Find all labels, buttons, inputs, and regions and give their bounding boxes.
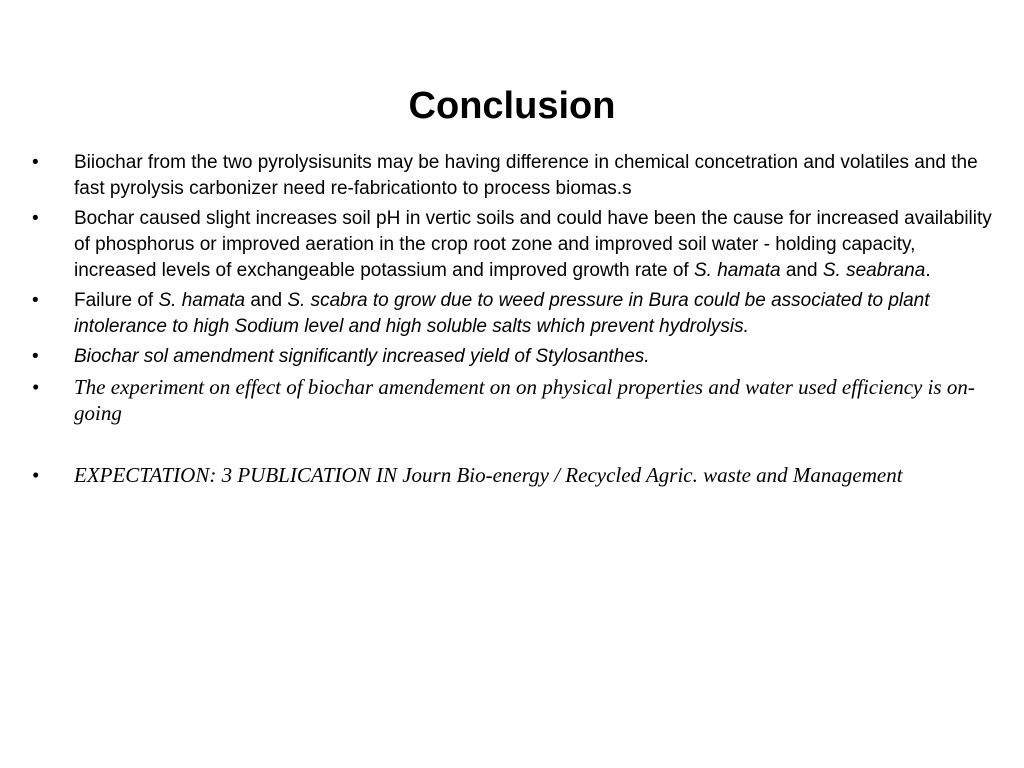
list-item [32, 462, 1002, 488]
bullet-glyph: • [32, 375, 40, 399]
bullet-text: and [780, 260, 823, 281]
bullet-text: . [925, 260, 931, 281]
species-name: S. hamata [693, 260, 781, 281]
bullet-text: EXPECTATION: 3 PUBLICATION IN Journ Bio-energy / Recycled Agric. waste and Management [74, 463, 903, 487]
bullet-text: Failure of [74, 290, 159, 311]
bullet-glyph: • [32, 290, 39, 311]
slide-title: Conclusion [408, 85, 616, 127]
bullet-text: Biochar sol amendment significantly increased yield of Stylosanthes. [74, 346, 650, 367]
list-item [32, 206, 1002, 284]
bullet-glyph: • [32, 346, 39, 367]
bullet-list [32, 150, 1002, 492]
species-name: S. seabrana [822, 260, 926, 281]
bullet-text: Bochar caused slight increases soil pH in vertic soils and could have been the cause for increased availability of phosphorus or improved aeration in the crop root zone and improved soil water - holding capacity, increased levels of exchangeable potassium and improved growth rate of [74, 208, 992, 281]
list-item [32, 374, 1002, 426]
list-item [32, 150, 1002, 202]
bullet-glyph: • [32, 152, 39, 173]
bullet-glyph: • [32, 463, 40, 487]
bullet-glyph: • [32, 208, 39, 229]
bullet-text: Biiochar from the two pyrolysisunits may be having difference in chemical concetration and volatiles and the fast pyrolysis carbonizer need re-fabricationto to process biomas.s [74, 152, 978, 199]
list-item [32, 288, 1002, 340]
bullet-text: and [245, 290, 288, 311]
bullet-text-italic: S. scabra to grow due to weed pressure in Bura could be associated to plant intolerance to high Sodium level and high soluble salts which prevent hydrolysis. [74, 290, 930, 337]
species-name: S. hamata [158, 290, 246, 311]
list-item [32, 344, 1002, 370]
bullet-text: The experiment on effect of biochar amendement on on physical properties and water used efficiency is on-going [74, 375, 975, 425]
